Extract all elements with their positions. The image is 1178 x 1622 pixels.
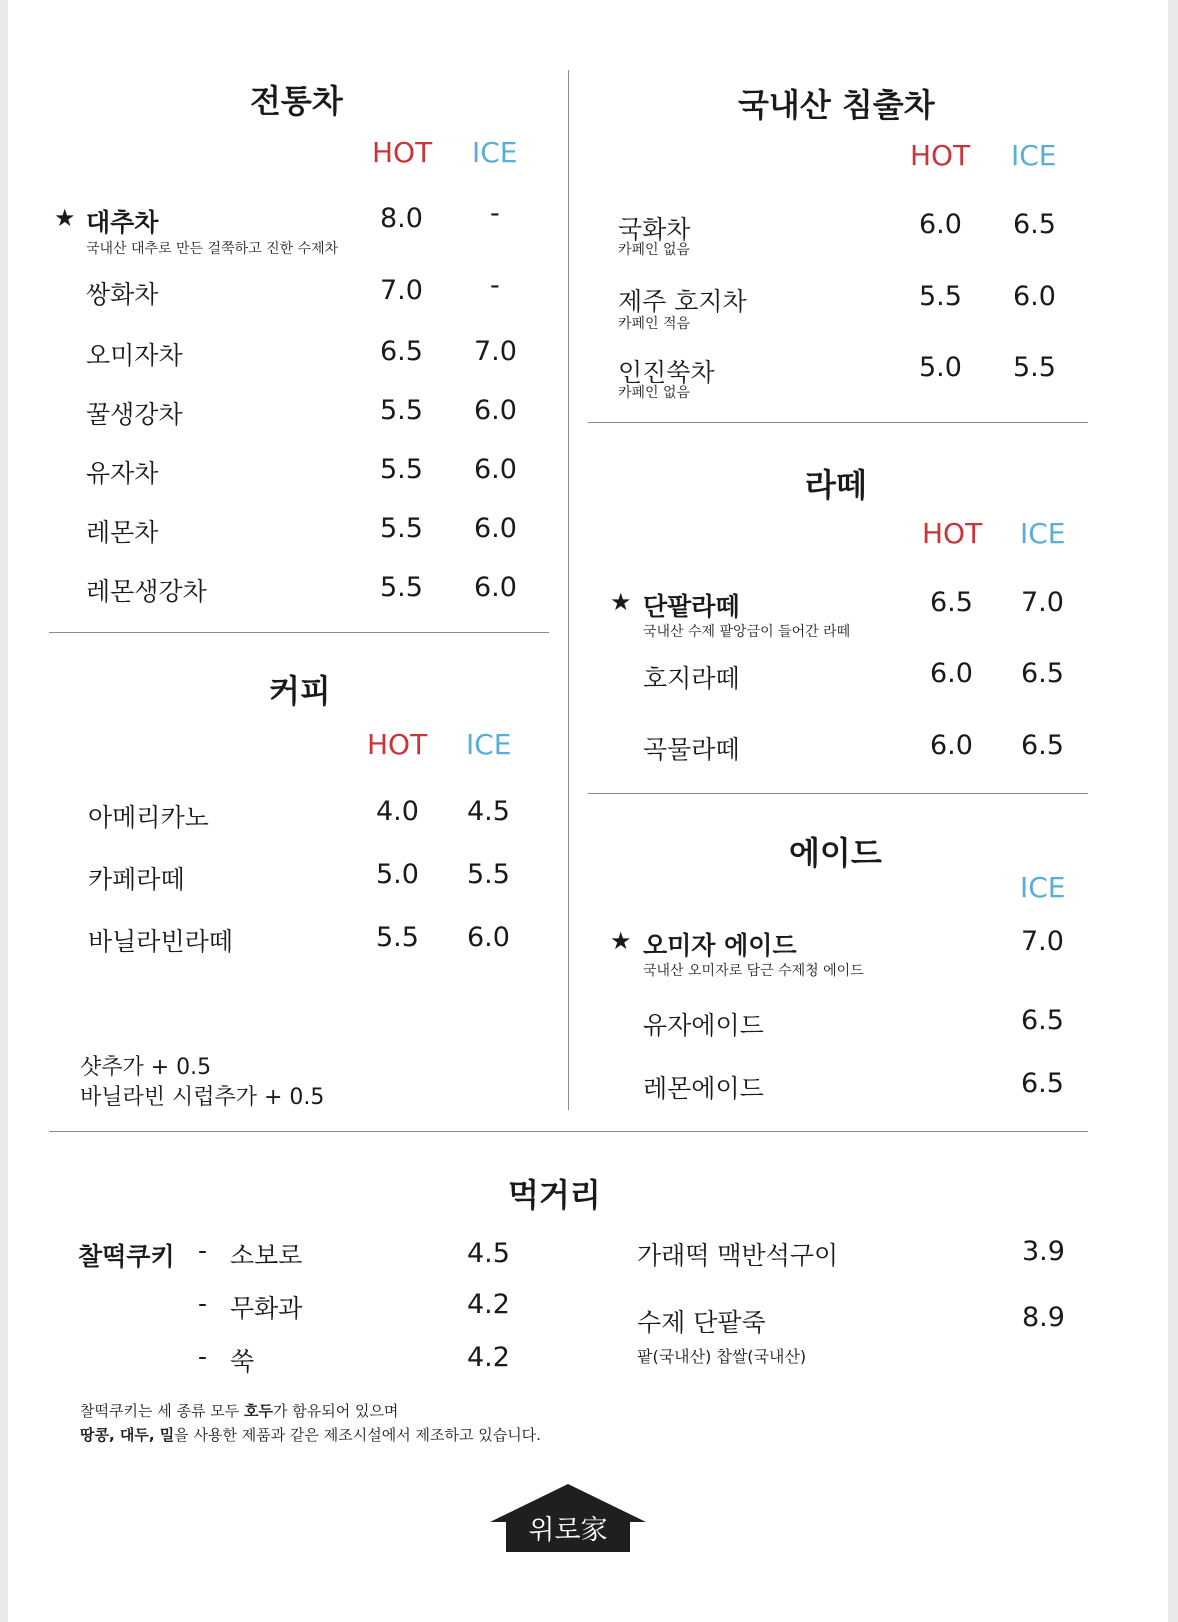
item-desc: 국내산 수제 팥앙금이 들어간 라떼: [643, 624, 851, 640]
section-title-infusion: 국내산 침출차: [738, 86, 935, 124]
item-name: 바닐라빈라떼: [88, 927, 233, 956]
hot-price: 5.5: [919, 281, 962, 312]
item-name: 단팥라떼: [643, 592, 740, 621]
star-icon: ★: [54, 204, 76, 232]
divider-latte-ade: [588, 793, 1088, 794]
item-name: 오미자 에이드: [643, 931, 797, 960]
hot-header: HOT: [910, 139, 971, 172]
hot-price: 5.5: [380, 395, 423, 426]
section-title-ade: 에이드: [789, 834, 882, 872]
item-name: 가래떡 맥반석구이: [637, 1241, 839, 1270]
ice-price: 6.0: [467, 922, 510, 953]
item-name: 인진쑥차: [618, 358, 715, 387]
section-title-latte: 라떼: [805, 466, 867, 504]
star-icon: ★: [610, 927, 632, 955]
item-name: 무화과: [230, 1294, 303, 1323]
item-name: 레몬차: [86, 518, 159, 547]
ice-price: 6.0: [474, 513, 517, 544]
ice-header: ICE: [1020, 517, 1066, 550]
ice-price: -: [490, 198, 500, 229]
hot-price: 6.0: [930, 730, 973, 761]
ice-price: 5.5: [1013, 352, 1056, 383]
item-desc: 국내산 대추로 만든 걸쭉하고 진한 수제차: [86, 241, 339, 257]
item-name: 오미자차: [86, 341, 183, 370]
item-name: 곡물라떼: [643, 735, 740, 764]
center-divider: [568, 70, 569, 1110]
ice-price: 6.5: [1021, 730, 1064, 761]
allergy-notice-line-1: 찰떡쿠키는 세 종류 모두 호두가 함유되어 있으며: [80, 1402, 399, 1420]
ice-price: 6.0: [474, 395, 517, 426]
ice-header: ICE: [1020, 871, 1066, 904]
item-name: 소보로: [230, 1241, 303, 1270]
item-name: 카페라떼: [88, 865, 185, 894]
divider-infusion-latte: [588, 422, 1088, 423]
price: 4.2: [467, 1289, 510, 1320]
item-name: 쑥: [230, 1347, 255, 1376]
price: 4.5: [467, 1238, 510, 1269]
ice-price: 6.5: [1021, 1068, 1064, 1099]
ice-price: 6.0: [474, 572, 517, 603]
hot-price: 5.5: [380, 513, 423, 544]
section-title-coffee: 커피: [269, 672, 331, 710]
ice-price: 6.5: [1013, 209, 1056, 240]
item-name: 아메리카노: [88, 803, 209, 832]
item-name: 레몬에이드: [643, 1074, 764, 1103]
item-desc: 카페인 적음: [618, 316, 691, 332]
ice-price: 5.5: [467, 859, 510, 890]
logo-text: 위로家: [528, 1515, 608, 1546]
divider-drinks-snacks: [49, 1131, 1088, 1132]
ice-header: ICE: [1011, 139, 1057, 172]
section-title-traditional: 전통차: [250, 82, 343, 120]
hot-price: 5.5: [380, 454, 423, 485]
hot-price: 7.0: [380, 275, 423, 306]
hot-price: 5.5: [376, 922, 419, 953]
item-name: 레몬생강차: [86, 577, 207, 606]
price: 8.9: [1022, 1302, 1065, 1333]
ice-price: 4.5: [467, 796, 510, 827]
hot-price: 5.5: [380, 572, 423, 603]
extra-shot: 샷추가 + 0.5: [80, 1055, 212, 1080]
item-desc: 팥(국내산) 찹쌀(국내산): [637, 1347, 807, 1366]
allergy-notice-line-2: 땅콩, 대두, 밀을 사용한 제품과 같은 제조시설에서 제조하고 있습니다.: [80, 1426, 541, 1444]
item-name: 국화차: [618, 215, 691, 244]
allergy-notice: [80, 1400, 541, 1445]
menu-sheet: [8, 0, 1168, 1622]
item-name: 유자차: [86, 459, 159, 488]
item-name: 대추차: [86, 208, 159, 237]
hot-price: 6.0: [930, 658, 973, 689]
price: 3.9: [1022, 1236, 1065, 1267]
hot-header: HOT: [367, 728, 428, 761]
ice-price: 6.0: [1013, 281, 1056, 312]
house-logo: [490, 1484, 646, 1556]
dash: -: [198, 1289, 208, 1318]
hot-price: 4.0: [376, 796, 419, 827]
ice-price: 7.0: [474, 336, 517, 367]
hot-header: HOT: [372, 136, 433, 169]
extra-vanilla-syrup: 바닐라빈 시럽추가 + 0.5: [80, 1085, 325, 1110]
item-desc: 카페인 없음: [618, 242, 691, 258]
item-desc: 카페인 없음: [618, 385, 691, 401]
ice-price: 6.5: [1021, 1005, 1064, 1036]
item-desc: 국내산 오미자로 담근 수제청 에이드: [643, 963, 864, 979]
ice-price: -: [490, 270, 500, 301]
ice-price: 6.0: [474, 454, 517, 485]
ice-price: 7.0: [1021, 926, 1064, 957]
hot-price: 6.0: [919, 209, 962, 240]
dash: -: [198, 1236, 208, 1265]
hot-price: 6.5: [930, 587, 973, 618]
price: 4.2: [467, 1342, 510, 1373]
item-name: 유자에이드: [643, 1011, 764, 1040]
ice-price: 6.5: [1021, 658, 1064, 689]
dash: -: [198, 1342, 208, 1371]
hot-price: 5.0: [919, 352, 962, 383]
star-icon: ★: [610, 588, 632, 616]
section-title-snacks: 먹거리: [508, 1176, 601, 1214]
ice-price: 7.0: [1021, 587, 1064, 618]
ice-header: ICE: [466, 728, 512, 761]
hot-header: HOT: [922, 517, 983, 550]
cookie-label: 찰떡쿠키: [78, 1242, 175, 1271]
hot-price: 5.0: [376, 859, 419, 890]
item-name: 쌍화차: [86, 280, 159, 309]
ice-header: ICE: [472, 136, 518, 169]
divider-traditional-coffee: [49, 632, 549, 633]
item-name: 꿀생강차: [86, 400, 183, 429]
hot-price: 6.5: [380, 336, 423, 367]
item-name: 수제 단팥죽: [637, 1308, 766, 1337]
item-name: 제주 호지차: [618, 287, 747, 316]
item-name: 호지라떼: [643, 664, 740, 693]
hot-price: 8.0: [380, 203, 423, 234]
